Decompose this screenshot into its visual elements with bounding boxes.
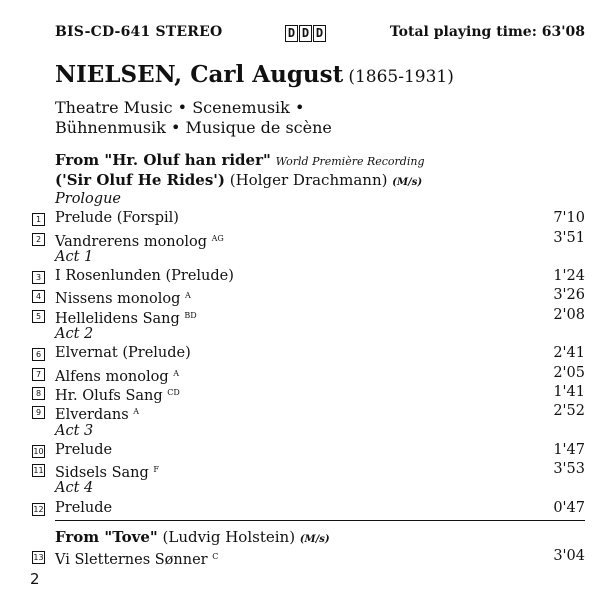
track-row <box>32 286 585 308</box>
total-playing-time: Total playing time: 63'08 <box>389 24 585 40</box>
ddd-badge <box>285 25 327 42</box>
ddd-letter: D <box>285 25 298 42</box>
track-number: 5 <box>32 310 45 323</box>
work-title <box>55 528 330 546</box>
track-title: Sidsels Sang <box>55 465 154 482</box>
composer-name: NIELSEN, Carl August <box>55 61 344 88</box>
track-title: I Rosenlunden (Prelude) <box>55 268 234 285</box>
performer-code: CD <box>167 387 180 397</box>
act-heading: Act 2 <box>55 326 94 343</box>
track-number: 2 <box>32 233 45 246</box>
track-number: 8 <box>32 387 45 400</box>
track-number: 1 <box>32 213 45 226</box>
track-duration: 2'52 <box>553 403 585 420</box>
ddd-letter: D <box>313 25 326 42</box>
track-title: Prelude <box>55 441 113 458</box>
track-title-wrap <box>55 441 112 460</box>
track-list <box>32 190 585 518</box>
work-author: (Holger Drachmann) <box>224 171 393 189</box>
work-subtitle: ('Sir Oluf He Rides') <box>55 171 225 189</box>
divider <box>55 520 585 521</box>
track-title: Vandrerens monolog <box>55 233 212 250</box>
track-number: 13 <box>33 553 44 562</box>
work-title <box>55 151 425 169</box>
description-line: Bühnenmusik • Musique de scène <box>55 118 332 137</box>
work-prefix: From <box>55 528 105 546</box>
track-title: Vi Sletternes Sønner <box>55 552 213 568</box>
track-duration: 3'51 <box>553 229 585 246</box>
catalog-number: BIS-CD-641 STEREO <box>55 24 223 40</box>
performer-code: BD <box>184 310 197 320</box>
track-title: Prelude <box>55 499 113 516</box>
premiere-note: World Première Recording <box>275 155 425 168</box>
act-heading: Act 3 <box>55 422 94 439</box>
track-title: Hellelidens Sang <box>55 310 185 327</box>
track-title: Alfens monolog <box>55 368 174 385</box>
performer-code: AG <box>211 233 224 243</box>
performer-code: A <box>133 407 140 417</box>
track-row <box>32 306 585 325</box>
header <box>55 24 585 46</box>
track-duration: 7'10 <box>553 210 585 227</box>
performer-code: A <box>184 291 191 301</box>
track-row <box>32 209 585 228</box>
track-number: 4 <box>32 290 45 303</box>
track-row <box>32 499 585 518</box>
track-number: 7 <box>32 368 45 381</box>
track-duration: 3'53 <box>553 461 585 478</box>
track-title-wrap <box>55 267 234 286</box>
work-prefix: From <box>55 151 105 169</box>
track-number: 3 <box>32 271 45 284</box>
track-list <box>32 547 585 566</box>
track-duration: 1'47 <box>553 441 585 458</box>
work-name: "Tove" <box>104 528 158 546</box>
work-name: "Hr. Oluf han rider" <box>104 151 271 169</box>
track-number: 9 <box>32 406 45 419</box>
track-title-wrap <box>55 499 112 518</box>
manuscript-note: (M/s) <box>392 177 423 188</box>
track-title: Elvernat (Prelude) <box>55 345 191 362</box>
track-title: Elverdans <box>55 407 134 424</box>
description <box>55 98 332 138</box>
track-duration: 1'41 <box>553 383 585 400</box>
track-duration: 2'08 <box>553 306 585 323</box>
track-duration: 3'26 <box>553 287 585 304</box>
performer-code: A <box>173 368 180 378</box>
track-title-wrap <box>55 547 218 570</box>
act-heading: Prologue <box>55 191 121 207</box>
track-title-wrap <box>55 344 191 363</box>
description-line: Theatre Music • Scenemusik • <box>55 98 305 117</box>
work-author: (Ludvig Holstein) <box>157 528 300 546</box>
act-heading: Act 1 <box>55 248 94 265</box>
track-title: Hr. Olufs Sang <box>55 387 168 404</box>
track-row <box>32 229 585 248</box>
track-title-wrap <box>55 209 179 228</box>
track-row <box>32 344 585 363</box>
track-row <box>32 547 585 566</box>
track-duration: 2'05 <box>553 364 585 381</box>
performer-code: C <box>212 552 219 561</box>
track-row <box>32 441 585 460</box>
work-subtitle-line <box>55 171 422 189</box>
track-number: 11 <box>33 466 44 476</box>
track-title: Prelude (Forspil) <box>55 210 179 227</box>
track-row <box>32 383 585 402</box>
track-duration: 1'24 <box>553 268 585 285</box>
track-row <box>32 402 585 424</box>
composer-heading <box>55 61 454 88</box>
track-duration: 2'41 <box>553 345 585 362</box>
manuscript-note: (M/s) <box>299 534 330 545</box>
track-number: 10 <box>33 446 44 456</box>
track-title: Nissens monolog <box>55 291 185 308</box>
track-row <box>32 267 585 286</box>
track-row <box>32 460 585 482</box>
ddd-letter: D <box>299 25 312 42</box>
act-heading: Act 4 <box>55 480 94 497</box>
page-number: 2 <box>30 570 40 588</box>
performer-code: F <box>153 465 159 475</box>
track-number: 12 <box>33 504 44 514</box>
track-number: 6 <box>32 348 45 361</box>
track-duration: 0'47 <box>553 499 585 516</box>
track-duration: 3'04 <box>553 548 585 564</box>
track-row <box>32 364 585 383</box>
composer-dates: (1865-1931) <box>348 67 454 87</box>
